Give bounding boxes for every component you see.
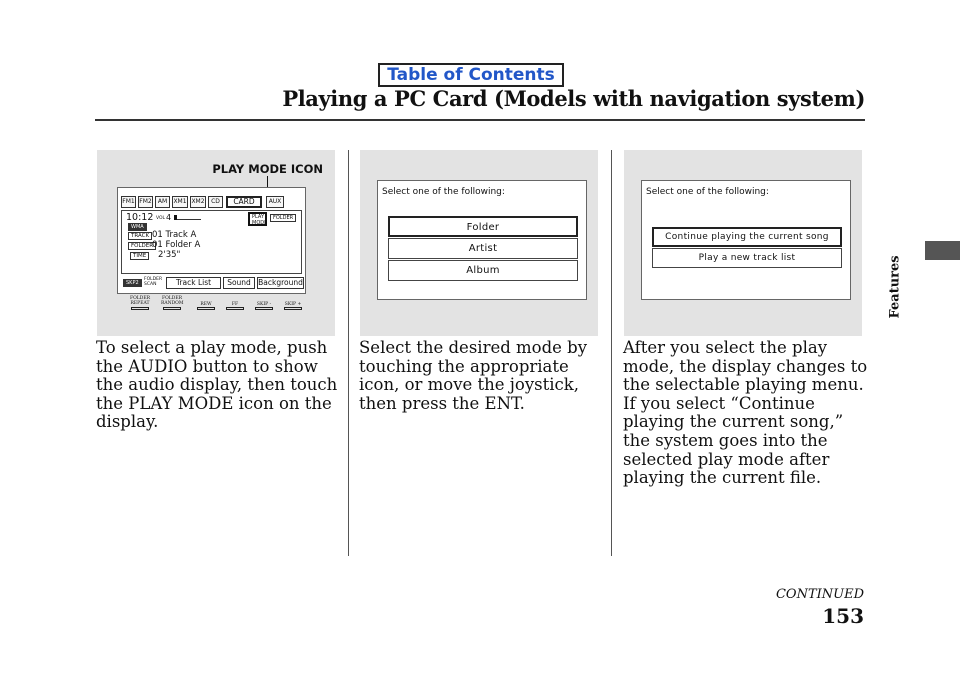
track-list-button[interactable]: Track List xyxy=(166,277,221,289)
band-card-button[interactable]: CARD xyxy=(226,196,262,208)
info-panel xyxy=(121,210,302,274)
select-prompt: Select one of the following: xyxy=(382,187,505,197)
wma-badge: WMA xyxy=(128,223,147,231)
folder-label: FOLDER xyxy=(128,242,156,250)
track-label: TRACK xyxy=(128,232,152,240)
artist-option-button[interactable]: Artist xyxy=(388,238,578,259)
folder-random-button[interactable] xyxy=(163,307,181,310)
folder-repeat-label: FOLDER REPEAT xyxy=(129,296,151,306)
band-xm1-button[interactable]: XM1 xyxy=(172,196,188,208)
volume-label: VOL xyxy=(156,216,166,221)
instruction-paragraph: To select a play mode, push the AUDIO button to show the audio display, then touch the PLAY MODE icon on the display. xyxy=(96,338,338,432)
play-mode-icon[interactable]: PLAY MODE xyxy=(248,212,267,226)
ff-label: FF xyxy=(231,302,239,307)
skip-plus-label: SKIP + xyxy=(284,302,302,307)
continued-note: CONTINUED xyxy=(775,587,864,602)
folder-name: 01 Folder A xyxy=(152,240,201,250)
instruction-paragraph: Select the desired mode by touching the appropriate icon, or move the joystick, then press the ENT. xyxy=(359,338,588,413)
skip-minus-label: SKIP - xyxy=(256,302,272,307)
folder-mode-badge: FOLDER xyxy=(270,214,296,222)
audio-display-figure xyxy=(97,150,335,336)
sound-button[interactable]: Sound xyxy=(223,277,255,289)
band-cd-button[interactable]: CD xyxy=(208,196,223,208)
play-mode-callout: PLAY MODE ICON xyxy=(212,162,323,176)
play-mode-menu-figure xyxy=(360,150,598,336)
time-label: TIME xyxy=(130,252,149,260)
band-am-button[interactable]: AM xyxy=(155,196,170,208)
hard-button-row xyxy=(117,297,306,311)
folder-option-button[interactable]: Folder xyxy=(388,216,578,237)
skip-plus-button[interactable] xyxy=(284,307,302,310)
album-option-button[interactable]: Album xyxy=(388,260,578,281)
band-aux-button[interactable]: AUX xyxy=(266,196,284,208)
page-title: Playing a PC Card (Models with navigation system) xyxy=(282,86,865,111)
ff-button[interactable] xyxy=(226,307,244,310)
band-xm2-button[interactable]: XM2 xyxy=(190,196,206,208)
table-of-contents-link[interactable]: Table of Contents xyxy=(378,63,564,87)
playing-menu-figure xyxy=(624,150,862,336)
play-new-track-list-button[interactable]: Play a new track list xyxy=(652,248,842,268)
column-divider xyxy=(348,150,349,556)
page-number: 153 xyxy=(822,604,864,628)
band-fm1-button[interactable]: FM1 xyxy=(121,196,136,208)
folder-random-label: FOLDER RANDOM xyxy=(161,296,184,306)
rew-button[interactable] xyxy=(197,307,215,310)
volume-value: 4 xyxy=(166,213,172,222)
volume-bar-track xyxy=(177,219,201,220)
section-label: Features xyxy=(887,255,903,319)
instruction-paragraph: After you select the play mode, the display changes to the selectable playing menu. If you select “Continue playing the current song,” the system goes into the selected play mode after playing the current file. xyxy=(623,338,868,488)
skip-minus-button[interactable] xyxy=(255,307,273,310)
folder-repeat-button[interactable] xyxy=(131,307,149,310)
clock: 10:12 xyxy=(126,212,154,223)
source-tag: SKP2 xyxy=(123,279,142,287)
track-name: 01 Track A xyxy=(152,230,197,240)
continue-current-song-button[interactable]: Continue playing the current song xyxy=(652,227,842,247)
background-button[interactable]: Background xyxy=(258,278,303,287)
select-prompt: Select one of the following: xyxy=(646,187,769,197)
play-mode-screen xyxy=(377,180,587,300)
elapsed-time: 2'35" xyxy=(158,250,181,260)
title-divider xyxy=(95,119,865,121)
band-fm2-button[interactable]: FM2 xyxy=(138,196,153,208)
column-divider xyxy=(611,150,612,556)
playing-menu-screen xyxy=(641,180,851,300)
folder-scan-label: FOLDER SCAN xyxy=(144,277,163,287)
audio-screen xyxy=(117,187,306,294)
section-tab-marker xyxy=(925,241,960,260)
rew-label: REW xyxy=(200,302,212,307)
